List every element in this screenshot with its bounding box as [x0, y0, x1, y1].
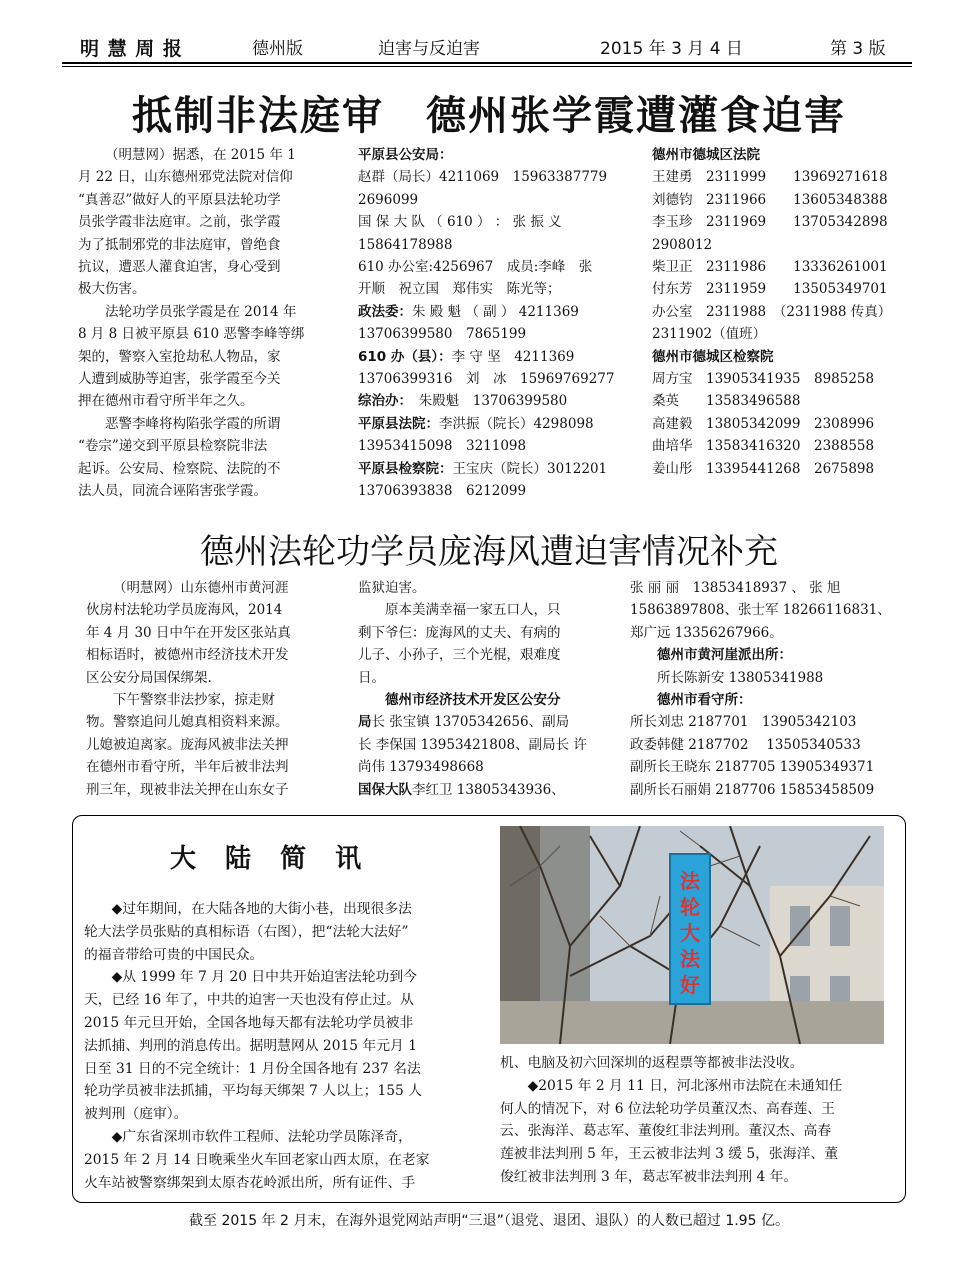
- svg-text:轮: 轮: [680, 895, 700, 919]
- contact-line: [358, 346, 626, 368]
- text-line: 抗议，遭恶人灌食迫害，身心受到: [78, 259, 281, 276]
- text-line: “卷宗”递交到平原县检察院非法: [78, 438, 268, 455]
- contact-detail: 姜山彤 13395441268 2675898: [652, 460, 875, 477]
- contact-detail: 柴卫正 2311986 13336261001: [652, 259, 888, 276]
- contact-line: [358, 301, 626, 323]
- contact-line: [652, 256, 902, 278]
- article2-body-cont: [358, 577, 616, 801]
- contact-line: [652, 189, 902, 211]
- text-line: 伙房村法轮功学员庞海风，2014: [86, 602, 283, 619]
- text-line: 德州市看守所：: [657, 692, 752, 709]
- article2-title: 德州法轮功学员庞海风遭迫害情况补充: [200, 532, 778, 572]
- contact-label: 610 办（县）：: [358, 348, 452, 365]
- contact-detail: 赵群（局长）4211069 15963387779: [358, 169, 608, 186]
- article1-court-contacts: [652, 144, 902, 480]
- contact-line: [358, 323, 626, 345]
- text-line: 火车站被警察绑架到太原杏花岭派出所，所有证件、手: [84, 1174, 416, 1191]
- text-line: 恶警李峰将构陷张学霞的所谓: [105, 415, 281, 432]
- text-line: 儿子、小孙子，三个光棍，艰难度: [358, 647, 561, 664]
- contact-line: [358, 189, 626, 211]
- text-line: 原本美满幸福一家五口人，只: [385, 602, 561, 619]
- contact-line: [652, 278, 902, 300]
- text-line: 俊红被非法判刑 3 年，葛志军被非法判刑 4 年。: [500, 1168, 798, 1185]
- contact-line: [652, 458, 902, 480]
- text-line: 架的，警察入室抢劫私人物品，家: [78, 348, 281, 365]
- text-line: 物。警察追问儿媳真相资料来源。: [86, 714, 289, 731]
- contact-line: [652, 166, 902, 188]
- text-line: 人遭到威胁等迫害，张学霞至今关: [78, 371, 281, 388]
- text-line: 刑三年，现被非法关押在山东女子: [86, 781, 289, 798]
- brief-news-title: 大 陆 简 讯: [170, 844, 372, 874]
- text-line: 员张学霞非法庭审。之前，张学霞: [78, 214, 281, 231]
- contact-label: 政法委：: [358, 303, 412, 320]
- contact-detail: 13953415098 3211098: [358, 438, 527, 455]
- contact-line: [358, 211, 626, 233]
- contact-detail: 刘德钧 2311966 13605348388: [652, 191, 888, 208]
- section-label: 迫害与反迫害: [378, 39, 480, 59]
- contact-label: 德州市德城区法院: [652, 147, 760, 163]
- contact-label: 德州市德城区检察院: [652, 348, 774, 365]
- contact-line: [358, 413, 626, 435]
- contact-line: [358, 435, 626, 457]
- text-line: 法人员，同流合诬陷害张学霞。: [78, 483, 267, 500]
- banner-photo-svg: [500, 826, 884, 1044]
- text-line: 尚伟 13793498668: [358, 759, 484, 776]
- issue-date: 2015 年 3 月 4 日: [600, 39, 743, 59]
- contact-detail: 国 保 大 队 （ 610 ） ： 张 振 义: [358, 214, 562, 231]
- svg-text:大: 大: [680, 921, 700, 945]
- svg-text:法: 法: [680, 869, 700, 893]
- contact-line: [358, 166, 626, 188]
- text-line: 长 李保国 13953421808、副局长 许: [358, 736, 587, 753]
- contact-label: 平原县检察院：: [358, 460, 453, 477]
- text-line: ◆广东省深圳市软件工程师、法轮功学员陈泽奇，: [111, 1128, 412, 1145]
- article1-body: [78, 144, 348, 503]
- contact-detail: 13706399580 7865199: [358, 326, 527, 343]
- text-line: 郑广远 13356267966。: [630, 624, 783, 641]
- edition-label: 德州版: [252, 39, 303, 59]
- header-rule-thin: [62, 66, 912, 67]
- contact-detail: 2696099: [358, 191, 419, 208]
- text-line: （明慧网）山东德州市黄河涯: [113, 580, 289, 596]
- contact-detail: 李 守 坚 4211369: [451, 348, 575, 365]
- contact-line: [358, 144, 626, 166]
- text-line: 所长刘忠 2187701 13905342103: [630, 714, 857, 731]
- svg-text:好: 好: [680, 973, 700, 997]
- contact-detail: 王建勇 2311999 13969271618: [652, 169, 888, 186]
- contact-label: 平原县法院：: [358, 415, 439, 432]
- contact-line: [652, 346, 902, 368]
- contact-line: [652, 368, 902, 390]
- contact-line: [652, 435, 902, 457]
- contact-detail: 桑英 13583496588: [652, 393, 801, 410]
- contact-line: [358, 256, 626, 278]
- falun-dafa-banner: [670, 854, 710, 1004]
- contact-detail: 高建毅 13805342099 2308996: [652, 415, 875, 432]
- contact-line: [358, 390, 626, 412]
- text-line: 何人的情况下，对 6 位法轮功学员董汉杰、高春莲、王: [500, 1100, 835, 1117]
- contact-detail: 13706393838 6212099: [358, 483, 527, 500]
- contact-line: [652, 390, 902, 412]
- article2-body: [86, 577, 350, 801]
- text-line: 副所长王晓东 2187705 13905349371: [630, 759, 875, 776]
- text-line: 2015 年 2 月 14 日晚乘坐火车回老家山西太原，在老家: [84, 1151, 430, 1168]
- contact-detail: 2908012: [652, 236, 713, 253]
- text-line: 相标语时，被德州市经济技术开发: [86, 647, 289, 664]
- article2-contacts: [630, 577, 892, 801]
- text-line: 起诉。公安局、检察院、法院的不: [78, 460, 281, 477]
- contact-detail: 13706399316 刘 冰 15969769277: [358, 371, 615, 388]
- banner-photo: [500, 826, 884, 1044]
- text-line: ◆从 1999 年 7 月 20 日中共开始迫害法轮功到今: [111, 969, 417, 986]
- text-line: 月 22 日，山东德州邪党法院对信仰: [78, 169, 293, 186]
- contact-detail: 王宝庆（院长）3012201: [452, 460, 608, 477]
- text-line: 局长 张宝镇 13705342656、副局: [358, 714, 570, 731]
- text-line: “真善忍”做好人的平原县法轮功学: [78, 191, 281, 208]
- article1-contacts: [358, 144, 626, 503]
- contact-line: [358, 368, 626, 390]
- paper-name: 明 慧 周 报: [80, 38, 183, 60]
- text-line: 德州市黄河崖派出所：: [657, 647, 792, 664]
- contact-line: [652, 211, 902, 233]
- text-line: 被判刑（庭审）。: [84, 1106, 188, 1123]
- masthead: [62, 34, 912, 60]
- contact-detail: 李洪振（院长）4298098: [439, 415, 594, 432]
- text-line: 日至 31 日的不完全统计：1 月份全国各地有 237 名法: [84, 1060, 421, 1077]
- contact-line: [652, 234, 902, 256]
- article1-title: 抵制非法庭审 德州张学霞遭灌食迫害: [132, 93, 846, 139]
- text-line: 在德州市看守所，半年后被非法判: [86, 759, 289, 776]
- brief-news-left: [84, 898, 476, 1194]
- contact-detail: 朱 殿 魁 （ 副 ） 4211369: [412, 303, 579, 320]
- text-line: 莲被非法判刑 5 年，王云被非法判 3 缓 5，张海洋、董: [500, 1146, 838, 1163]
- text-line: 下午警察非法抄家，掠走财: [113, 692, 275, 709]
- text-line: 押在德州市看守所半年之久。: [78, 393, 254, 410]
- text-line: 天，已经 16 年了，中共的迫害一天也没有停止过。从: [84, 992, 414, 1009]
- contact-line: [652, 144, 902, 166]
- contact-line: [652, 413, 902, 435]
- text-line: 2015 年元旦开始，全国各地每天都有法轮功学员被非: [84, 1014, 414, 1031]
- text-line: 监狱迫害。: [358, 580, 426, 596]
- bold-label: 局: [358, 714, 372, 731]
- text-line: 副所长石丽娟 2187706 15853458509: [630, 781, 875, 798]
- text-line: 法抓捕、判刑的消息传出。据明慧网从 2015 年元月 1: [84, 1037, 417, 1054]
- text-line: 机、电脑及初六回深圳的返程票等都被非法没收。: [500, 1055, 804, 1071]
- contact-line: [358, 458, 626, 480]
- contact-label: 平原县公安局：: [358, 147, 453, 163]
- text-line: 所长陈新安 13805341988: [657, 669, 824, 686]
- contact-detail: 610 办公室:4256967 成员:李峰 张: [358, 259, 593, 276]
- contact-detail: 付东芳 2311959 13505349701: [652, 281, 888, 298]
- contact-detail: 办公室 2311988 （2311988 传真）: [652, 303, 892, 320]
- text-line: 德州市经济技术开发区公安分: [385, 692, 561, 709]
- contact-line: [358, 234, 626, 256]
- text-line: 剩下爷仨：庞海风的丈夫、有病的: [358, 624, 561, 641]
- text-line: 云、张海洋、葛志军、董俊红非法判刑。董汉杰、高春: [500, 1123, 832, 1140]
- text-line: 儿媳被迫离家。庞海风被非法关押: [86, 736, 289, 753]
- text-line: 张 丽 丽 13853418937 、 张 旭: [630, 580, 841, 596]
- text-line: 国保大队李红卫 13805343936、: [358, 781, 565, 798]
- contact-line: [358, 480, 626, 502]
- text-line: 年 4 月 30 日中午在开发区张站真: [86, 624, 291, 641]
- text-line: 法轮功学员张学霞是在 2014 年: [105, 303, 297, 320]
- contact-detail: 开顺 祝立国 郑伟实 陈光等；: [358, 281, 561, 298]
- text-line: 轮功学员被非法抓捕，平均每天绑架 7 人以上；155 人: [84, 1083, 423, 1100]
- text-line: 为了抵制邪党的非法庭审，曾绝食: [78, 236, 281, 253]
- text-line: 政委韩健 2187702 13505340533: [630, 736, 861, 753]
- text-line: 区公安分局国保绑架.: [86, 669, 212, 686]
- page-number: 第 3 版: [830, 39, 886, 59]
- text-line: 8 月 8 日被平原县 610 恶警李峰等绑: [78, 326, 305, 343]
- svg-text:法: 法: [680, 947, 700, 971]
- contact-detail: 2311902（值班）: [652, 326, 767, 343]
- contact-detail: 李玉珍 2311969 13705342898: [652, 214, 888, 231]
- text-line: 轮大法学员张贴的真相标语（右图），把“法轮大法好”: [84, 923, 409, 940]
- contact-detail: 15864178988: [358, 236, 453, 253]
- brief-news-right: [500, 1052, 888, 1189]
- contact-line: [652, 323, 902, 345]
- text-line: ◆2015 年 2 月 11 日，河北涿州市法院在未通知任: [527, 1077, 843, 1094]
- contact-line: [358, 278, 626, 300]
- text-line: （明慧网）据悉，在 2015 年 1: [105, 147, 296, 163]
- contact-detail: 朱殿魁 13706399580: [405, 393, 568, 410]
- text-line: 15863897808、张士军 18266116831、: [630, 602, 891, 619]
- header-rule: [62, 62, 912, 64]
- contact-detail: 周方宝 13905341935 8985258: [652, 371, 875, 388]
- contact-line: [652, 301, 902, 323]
- text-line: 极大伤害。: [78, 281, 146, 298]
- contact-detail: 曲培华 13583416320 2388558: [652, 438, 875, 455]
- bold-label: 国保大队: [358, 781, 412, 798]
- text-line: ◆过年期间，在大陆各地的大街小巷，出现很多法: [111, 901, 412, 917]
- footer-note: 截至 2015 年 2 月末，在海外退党网站声明“三退”（退党、退团、退队）的人数已超过 1.95 亿。: [189, 1213, 789, 1229]
- text-line: 日。: [358, 669, 385, 686]
- text-line: 的福音带给可贵的中国民众。: [84, 946, 264, 963]
- contact-label: 综治办：: [358, 393, 406, 410]
